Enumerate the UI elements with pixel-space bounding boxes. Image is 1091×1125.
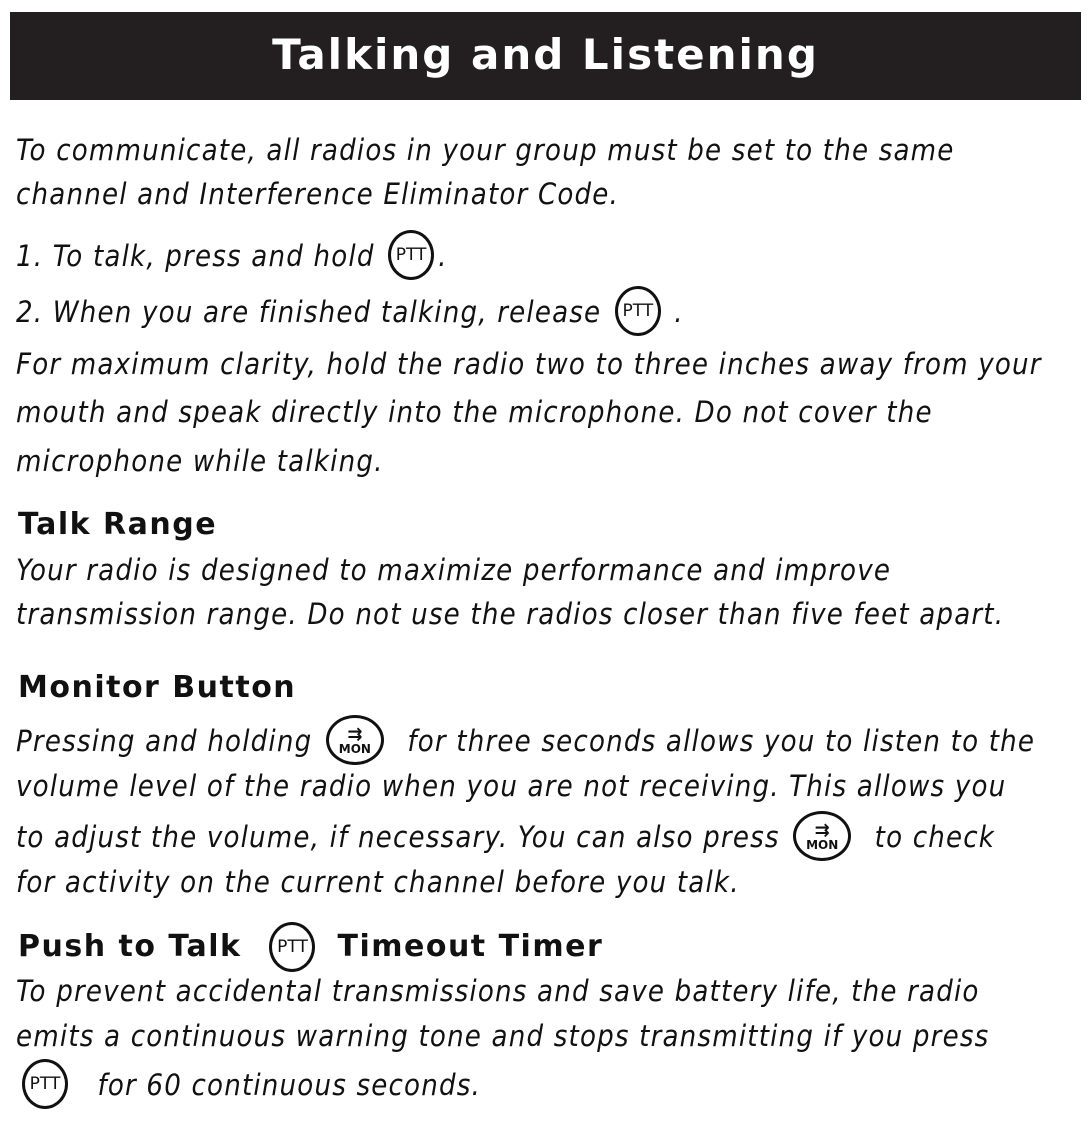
monitor-line-3-rest: to check: [874, 820, 996, 854]
timeout-line-2: emits a continuous warning tone and stops transmitting if you press: [16, 1019, 990, 1053]
monitor-arrow-icon: ⇉: [814, 819, 830, 841]
step-1: [16, 233, 448, 283]
title-bar: [10, 12, 1081, 100]
ptt-icon: PTT: [388, 230, 434, 280]
step-2-text: 2. When you are finished talking, release: [16, 295, 602, 329]
step-1-text: 1. To talk, press and hold: [16, 239, 375, 273]
step-2-end: .: [674, 295, 684, 329]
step-2: [16, 289, 684, 339]
talk-range-heading: Talk Range: [18, 507, 218, 542]
clarity-line-1: For maximum clarity, hold the radio two to three inches away from your: [16, 347, 1042, 381]
intro-line-1: To communicate, all radios in your group must be set to the same: [16, 133, 955, 167]
monitor-line-3-text: to adjust the volume, if necessary. You can also press: [16, 820, 780, 854]
clarity-line-2: mouth and speak directly into the microphone. Do not cover the: [16, 395, 933, 429]
monitor-line-1: [16, 718, 1035, 768]
monitor-label: MON: [806, 837, 839, 852]
page-title: Talking and Listening: [272, 29, 819, 79]
timeout-line-3-text: for 60 continuous seconds.: [97, 1068, 482, 1102]
ptt-icon: PTT: [269, 922, 315, 972]
clarity-line-3: microphone while talking.: [16, 444, 384, 478]
talk-range-line-1: Your radio is designed to maximize performance and improve: [16, 553, 892, 587]
ptt-icon: PTT: [22, 1059, 68, 1109]
timeout-line-1: To prevent accidental transmissions and save battery life, the radio: [16, 974, 980, 1008]
timeout-line-3: [16, 1062, 481, 1112]
monitor-line-2: volume level of the radio when you are not receiving. This allows you: [16, 769, 1007, 803]
monitor-heading: Monitor Button: [18, 670, 297, 705]
monitor-line-1-text: Pressing and holding: [16, 724, 313, 758]
monitor-button-icon: [326, 715, 384, 765]
intro-line-2: channel and Interference Eliminator Code.: [16, 177, 620, 211]
timeout-heading-end: Timeout Timer: [337, 929, 604, 964]
monitor-label: MON: [338, 741, 371, 756]
monitor-arrow-icon: ⇉: [347, 723, 363, 745]
timeout-heading-start: Push to Talk: [18, 929, 242, 964]
step-1-end: .: [438, 239, 448, 273]
monitor-line-1-rest: for three seconds allows you to listen to the: [407, 724, 1036, 758]
monitor-button-icon: [793, 811, 851, 861]
monitor-line-4: for activity on the current channel before you talk.: [16, 865, 740, 899]
talk-range-line-2: transmission range. Do not use the radios closer than five feet apart.: [16, 597, 1005, 631]
timeout-heading: [18, 922, 603, 972]
monitor-line-3: [16, 814, 995, 864]
ptt-icon: PTT: [615, 286, 661, 336]
